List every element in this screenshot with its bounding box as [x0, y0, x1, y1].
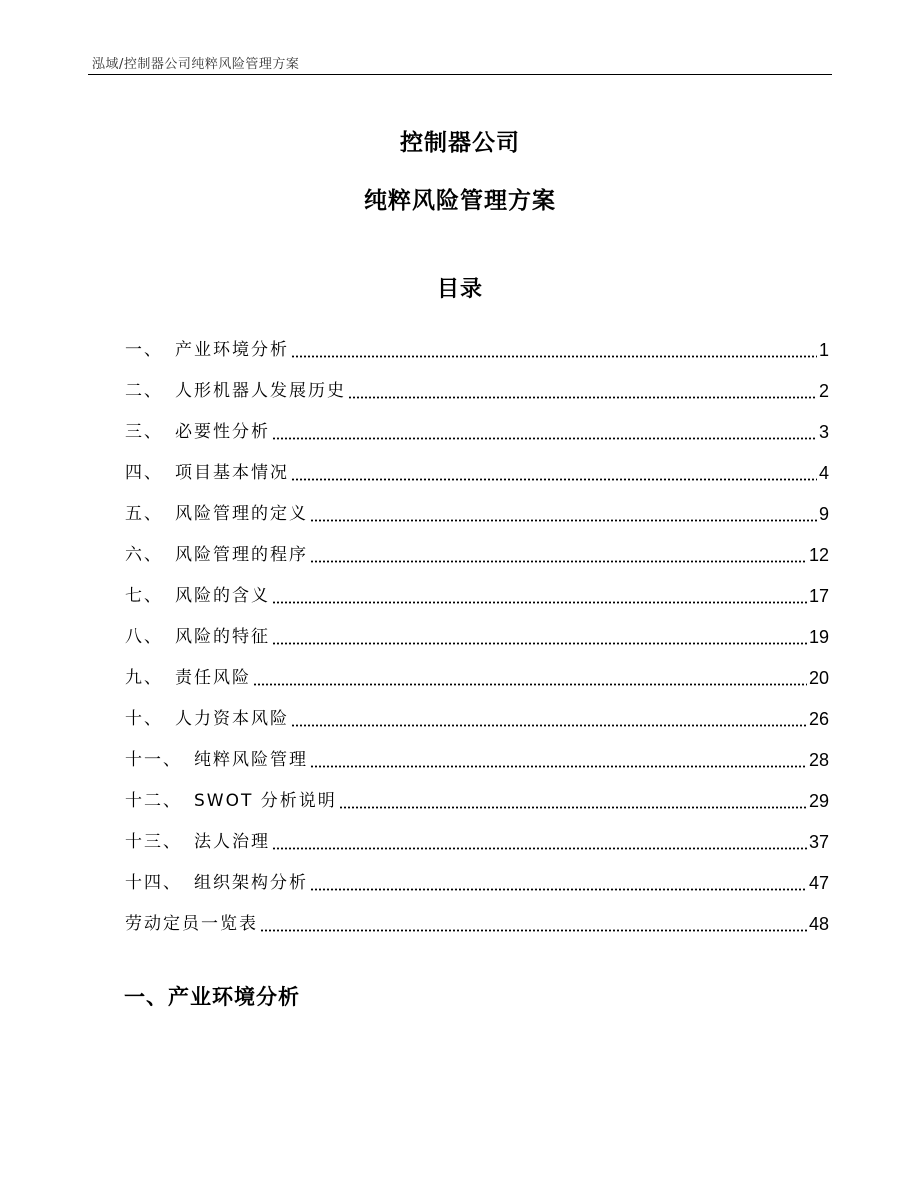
toc-entry-page-number: 2	[818, 381, 829, 401]
toc-entry-number: 九、	[125, 668, 163, 688]
toc-entry-number: 六、	[125, 545, 163, 565]
toc-entry-number: 一、	[125, 340, 163, 360]
toc-entry-title: SWOT 分析说明	[194, 791, 337, 811]
toc-entry-number: 三、	[125, 422, 163, 442]
toc-dot-leader	[348, 389, 817, 399]
toc-entry-page-number: 3	[818, 422, 829, 442]
toc-entry[interactable]	[125, 815, 829, 856]
toc-entry-page-number: 19	[808, 627, 829, 647]
toc-dot-leader	[272, 430, 817, 440]
toc-entry-number: 八、	[125, 627, 163, 647]
toc-entry-title: 风险的含义	[175, 586, 270, 606]
toc-dot-leader	[272, 840, 807, 850]
toc-entry-number: 五、	[125, 504, 163, 524]
toc-dot-leader	[272, 635, 807, 645]
toc-entry[interactable]	[125, 487, 829, 528]
toc-dot-leader	[310, 512, 817, 522]
toc-entry[interactable]	[125, 692, 829, 733]
toc-entry-page-number: 47	[808, 873, 829, 893]
toc-entry-page-number: 20	[808, 668, 829, 688]
toc-entry-page-number: 4	[818, 463, 829, 483]
document-title-company: 控制器公司	[400, 130, 520, 156]
toc-entry[interactable]	[125, 405, 829, 446]
table-of-contents	[125, 323, 829, 938]
header-divider	[88, 74, 832, 75]
toc-entry-page-number: 26	[808, 709, 829, 729]
toc-heading: 目录	[436, 277, 483, 302]
toc-dot-leader	[291, 348, 817, 358]
toc-entry[interactable]	[125, 528, 829, 569]
toc-entry-page-number: 48	[808, 914, 829, 934]
toc-entry-title: 风险管理的程序	[175, 545, 308, 565]
toc-entry-title: 人力资本风险	[175, 709, 289, 729]
toc-entry-title: 产业环境分析	[175, 340, 289, 360]
toc-entry-page-number: 28	[808, 750, 829, 770]
toc-dot-leader	[291, 717, 807, 727]
toc-entry-number: 十二、	[125, 791, 182, 811]
toc-entry[interactable]	[125, 323, 829, 364]
toc-entry-page-number: 12	[808, 545, 829, 565]
toc-entry-page-number: 29	[808, 791, 829, 811]
toc-entry[interactable]	[125, 774, 829, 815]
section-heading: 一、产业环境分析	[124, 985, 300, 1009]
toc-entry[interactable]	[125, 856, 829, 897]
toc-entry-number: 十一、	[125, 750, 182, 770]
toc-dot-leader	[272, 594, 807, 604]
toc-entry-number: 十、	[125, 709, 163, 729]
toc-entry-number: 十三、	[125, 832, 182, 852]
toc-entry-number: 四、	[125, 463, 163, 483]
toc-entry-title: 责任风险	[175, 668, 251, 688]
toc-entry[interactable]	[125, 651, 829, 692]
toc-entry-title: 法人治理	[194, 832, 270, 852]
toc-dot-leader	[260, 922, 807, 932]
toc-entry[interactable]	[125, 733, 829, 774]
toc-dot-leader	[310, 881, 807, 891]
toc-entry[interactable]	[125, 610, 829, 651]
toc-dot-leader	[339, 799, 807, 809]
toc-entry-number: 十四、	[125, 873, 182, 893]
toc-dot-leader	[310, 758, 807, 768]
toc-entry-page-number: 1	[818, 340, 829, 360]
toc-entry[interactable]	[125, 364, 829, 405]
toc-entry[interactable]	[125, 569, 829, 610]
toc-entry-title: 风险的特征	[175, 627, 270, 647]
toc-entry-page-number: 37	[808, 832, 829, 852]
running-header: 泓域/控制器公司纯粹风险管理方案	[92, 57, 300, 72]
toc-entry-number: 二、	[125, 381, 163, 401]
toc-entry-title: 项目基本情况	[175, 463, 289, 483]
document-title-plan: 纯粹风险管理方案	[364, 188, 556, 214]
toc-entry[interactable]	[125, 897, 829, 938]
toc-entry-title: 人形机器人发展历史	[175, 381, 346, 401]
toc-entry-title: 组织架构分析	[194, 873, 308, 893]
toc-entry-page-number: 9	[818, 504, 829, 524]
toc-entry-title: 风险管理的定义	[175, 504, 308, 524]
toc-dot-leader	[291, 471, 817, 481]
toc-entry-page-number: 17	[808, 586, 829, 606]
toc-entry[interactable]	[125, 446, 829, 487]
toc-dot-leader	[253, 676, 807, 686]
toc-dot-leader	[310, 553, 807, 563]
toc-entry-title: 必要性分析	[175, 422, 270, 442]
toc-entry-number: 七、	[125, 586, 163, 606]
toc-entry-title: 纯粹风险管理	[194, 750, 308, 770]
toc-entry-title: 劳动定员一览表	[125, 914, 258, 934]
